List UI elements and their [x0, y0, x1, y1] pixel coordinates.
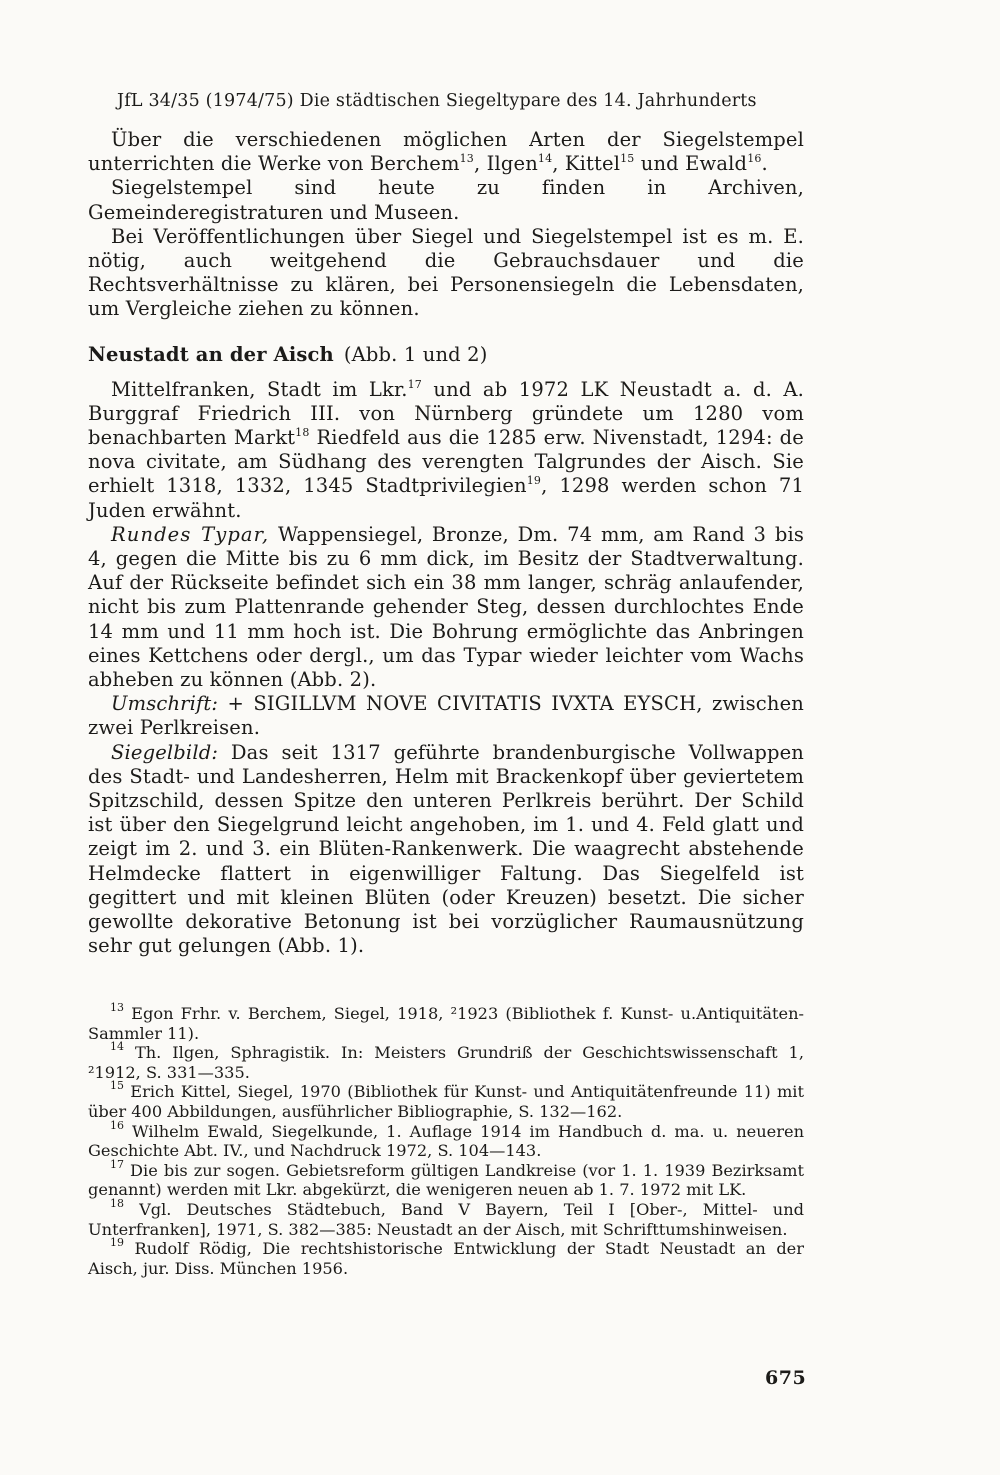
footnote-number: 18 — [110, 1196, 124, 1210]
section-heading-reference: (Abb. 1 und 2) — [343, 342, 488, 366]
text-run: . — [761, 152, 768, 176]
text-run: und ab 1972 LK Neustadt a. d. A. Burggraf Friedrich III. von Nürnberg gründete um 1280 vom benachbarten Markt — [88, 377, 804, 450]
footnote — [88, 1236, 804, 1278]
section-paragraph-history — [88, 378, 804, 523]
running-head: JfL 34/35 (1974/75) Die städtischen Siegeltypare des 14. Jahrhunderts — [117, 91, 757, 111]
footnote-ref: 13 — [459, 152, 474, 166]
text-run: Mittelfranken, Stadt im Lkr. — [111, 377, 408, 401]
footnote — [88, 1079, 804, 1121]
footnote-text: Die bis zur sogen. Gebietsreform gültigen Landkreise (vor 1. 1. 1939 Bezirksamt genannt) werden mit Lkr. abgekürzt, die wenigeren neuen ab 1. 7. 1972 mit LK. — [88, 1160, 804, 1200]
footnote-number: 17 — [110, 1157, 124, 1171]
footnote-text: Th. Ilgen, Sphragistik. In: Meisters Grundriß der Geschichtswissenschaft 1, ²1912, S. 331—335. — [88, 1043, 804, 1082]
footnote-number: 19 — [110, 1236, 124, 1250]
footnote-number: 16 — [110, 1118, 124, 1132]
footnote-number: 14 — [110, 1040, 124, 1054]
footnote-ref: 18 — [295, 426, 310, 440]
intro-paragraph-3: Bei Veröffentlichungen über Siegel und Siegelstempel ist es m. E. nötig, auch weitgehend die Gebrauchsdauer und die Rechtsverhältnisse zu klären, bei Personensiegeln die Lebensdaten, um Vergleiche ziehen zu können. — [88, 224, 804, 321]
footnote-text: Erich Kittel, Siegel, 1970 (Bibliothek für Kunst- und Antiquitätenfreunde 11) mit über 400 Abbildungen, ausführlicher Bibliographie, S. 132—162. — [88, 1082, 804, 1121]
footnote-ref: 16 — [747, 152, 762, 166]
typar-label: Rundes Typar, — [111, 522, 270, 546]
footnote-number: 13 — [110, 1001, 124, 1014]
footnote-ref: 19 — [526, 474, 542, 488]
text-run: , Ilgen — [473, 152, 538, 176]
umschrift-label: Umschrift: — [111, 692, 219, 716]
page-number: 675 — [765, 1367, 807, 1389]
section-heading-title: Neustadt an der Aisch — [88, 342, 334, 366]
text-run: Wappensiegel, Bronze, Dm. 74 mm, am Rand 3 bis 4, gegen die Mitte bis zu 6 mm dick, im Besitz der Stadtverwaltung. Auf der Rückseite befindet sich ein 38 mm langer, schräg anlaufender, nicht bis zum Plattenrande gehender Steg, dessen durchlochtes Ende 14 mm und 11 mm hoch ist. Die Bohrung ermöglichte das Anbringen eines Kettchens oder dergl., um das Typar wieder leichter vom Wachs abheben zu können (Abb. 2). — [88, 522, 804, 692]
footnote-number: 15 — [110, 1079, 124, 1093]
text-run: , 1298 werden schon 71 Juden erwähnt. — [88, 474, 804, 522]
footnote — [88, 1118, 804, 1161]
main-text — [88, 128, 804, 959]
footnote-text: Rudolf Rödig, Die rechtshistorische Entwicklung der Stadt Neustadt an der Aisch, jur. Diss. München 1956. — [88, 1239, 804, 1278]
intro-paragraph-2: Siegelstempel sind heute zu finden in Archiven, Gemeinderegistraturen und Museen. — [88, 176, 804, 224]
text-run: + SIGILLVM NOVE CIVITATIS IVXTA EYSCH, zwischen zwei Perlkreisen. — [88, 692, 804, 740]
footnote — [88, 1196, 804, 1239]
footnote — [88, 1001, 804, 1043]
footnote-ref: 14 — [537, 152, 553, 166]
footnote-ref: 15 — [620, 152, 635, 166]
siegelbild-label: Siegelbild: — [111, 740, 219, 764]
text-run: Das seit 1317 geführte brandenburgische Vollwappen des Stadt- und Landesherren, Helm mit Brackenkopf über geviertetem Spitzschild, dessen Spitze den unteren Perlkreis berührt. Der Schild ist über den Siegelgrund leicht angehoben, im 1. und 4. Feld glatt und zeigt im 2. und 3. ein Blüten-Rankenwerk. Die waagrecht abstehende Helmdecke flattert in eigenwilliger Faltung. Das Siegelfeld ist gegittert und mit kleinen Blüten (oder Kreuzen) besetzt. Die sicher gewollte dekorative Betonung ist bei vorzüglicher Raumausnützung sehr gut gelungen (Abb. 1). — [88, 740, 804, 958]
footnotes — [88, 1001, 804, 1278]
footnote-text: Vgl. Deutsches Städtebuch, Band V Bayern, Teil I [Ober-, Mittel- und Unterfranken], 1971, S. 382—385: Neustadt an der Aisch, mit Schrifttumshinweisen. — [88, 1199, 804, 1239]
text-run: Riedfeld aus die 1285 erw. Nivenstadt, 1294: de nova civitate, am Südhang des verengten Talgrundes der Aisch. Sie erhielt 1318, 1332, 1345 Stadtprivilegien — [88, 426, 804, 498]
footnote-text: Egon Frhr. v. Berchem, Siegel, 1918, ²1923 (Bibliothek f. Kunst- u.Antiquitäten-Sammler 11). — [88, 1004, 804, 1043]
text-run: , Kittel — [552, 152, 621, 176]
section-paragraph-typar — [88, 523, 804, 692]
text-run: Über die verschiedenen möglichen Arten der Siegelstempel unterrichten die Werke von Berchem — [88, 128, 804, 176]
footnote-ref: 17 — [407, 377, 422, 391]
section-paragraph-siegelbild — [88, 741, 804, 959]
footnote — [88, 1040, 804, 1082]
section-paragraph-umschrift — [88, 692, 804, 740]
section-heading — [88, 343, 804, 367]
footnote — [88, 1157, 804, 1200]
footnote-text: Wilhelm Ewald, Siegelkunde, 1. Auflage 1914 im Handbuch d. ma. u. neueren Geschichte Abt. IV., und Nachdruck 1972, S. 104—143. — [88, 1121, 804, 1161]
text-run: und Ewald — [634, 152, 748, 176]
intro-paragraph-1 — [88, 128, 804, 176]
